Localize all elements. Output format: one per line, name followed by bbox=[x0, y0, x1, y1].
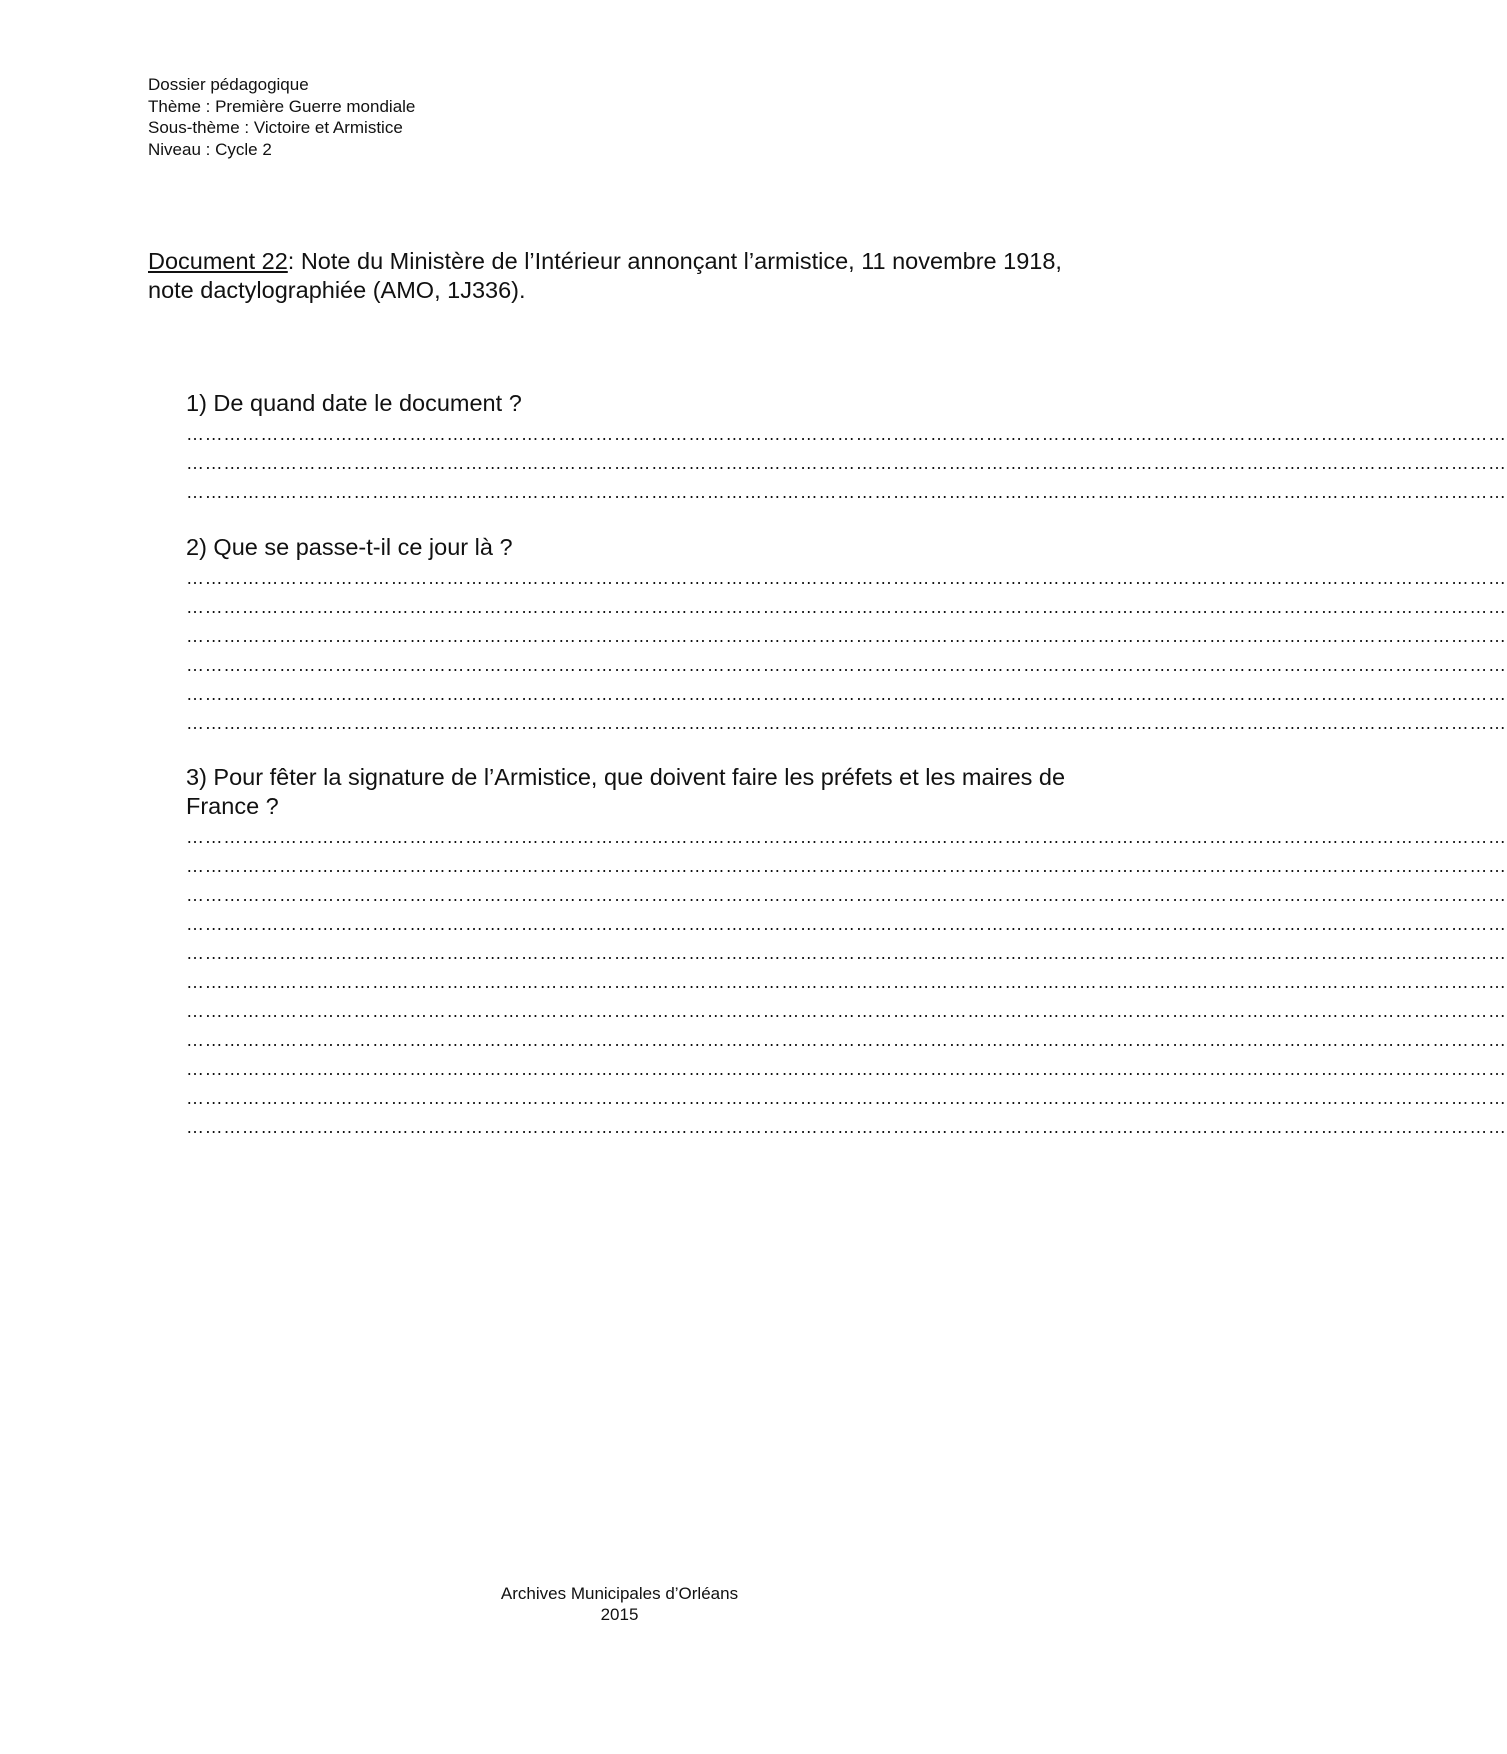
answer-line[interactable]: …………………………………………………………………………………………………………………………………………………………………………………………… bbox=[186, 827, 1507, 847]
answer-line[interactable]: …………………………………………………………………………………………………………………………………………………………………………………………… bbox=[186, 655, 1507, 675]
answer-area-3 bbox=[186, 823, 1507, 1142]
answer-area-2 bbox=[186, 564, 1507, 738]
answer-line[interactable]: …………………………………………………………………………………………………………………………………………………………………………………………… bbox=[186, 482, 1507, 502]
document-header bbox=[148, 74, 415, 160]
answer-line[interactable]: …………………………………………………………………………………………………………………………………………………………………………………………… bbox=[186, 684, 1507, 704]
answer-line[interactable]: …………………………………………………………………………………………………………………………………………………………………………………………… bbox=[186, 597, 1507, 617]
footer-institution: Archives Municipales d’Orléans bbox=[500, 1584, 739, 1603]
answer-line[interactable]: …………………………………………………………………………………………………………………………………………………………………………………………… bbox=[186, 914, 1507, 934]
header-dossier: Dossier pédagogique bbox=[148, 75, 309, 94]
document-footer bbox=[0, 1583, 1239, 1625]
header-theme: Thème : Première Guerre mondiale bbox=[148, 96, 416, 116]
answer-area-1 bbox=[186, 420, 1507, 507]
document-description: : Note du Ministère de l’Intérieur annonçant l’armistice, 11 novembre 1918, note dactylographiée (AMO, 1J336). bbox=[148, 248, 1062, 303]
answer-line[interactable]: …………………………………………………………………………………………………………………………………………………………………………………………… bbox=[186, 626, 1507, 646]
answer-line[interactable]: …………………………………………………………………………………………………………………………………………………………………………………………… bbox=[186, 856, 1507, 876]
document-title bbox=[148, 247, 1088, 305]
header-niveau: Niveau : Cycle 2 bbox=[148, 139, 272, 159]
answer-line[interactable]: …………………………………………………………………………………………………………………………………………………………………………………………… bbox=[186, 1030, 1507, 1050]
answer-line[interactable]: …………………………………………………………………………………………………………………………………………………………………………………………… bbox=[186, 1117, 1507, 1137]
answer-line[interactable]: …………………………………………………………………………………………………………………………………………………………………………………………… bbox=[186, 1001, 1507, 1021]
header-sous-theme: Sous-thème : Victoire et Armistice bbox=[148, 118, 403, 137]
answer-line[interactable]: …………………………………………………………………………………………………………………………………………………………………………………………… bbox=[186, 568, 1507, 588]
document-reference: Document 22 bbox=[148, 248, 288, 274]
question-1: 1) De quand date le document ? bbox=[186, 390, 522, 416]
answer-line[interactable]: …………………………………………………………………………………………………………………………………………………………………………………………… bbox=[186, 453, 1507, 473]
answer-line[interactable]: …………………………………………………………………………………………………………………………………………………………………………………………… bbox=[186, 885, 1507, 905]
answer-line[interactable]: …………………………………………………………………………………………………………………………………………………………………………………………… bbox=[186, 943, 1507, 963]
answer-line[interactable]: …………………………………………………………………………………………………………………………………………………………………………………………… bbox=[186, 1088, 1507, 1108]
footer-year: 2015 bbox=[600, 1605, 639, 1624]
answer-line[interactable]: …………………………………………………………………………………………………………………………………………………………………………………………… bbox=[186, 424, 1507, 444]
answer-line[interactable]: …………………………………………………………………………………………………………………………………………………………………………………………… bbox=[186, 972, 1507, 992]
answer-line[interactable]: …………………………………………………………………………………………………………………………………………………………………………………………… bbox=[186, 1059, 1507, 1079]
question-3: 3) Pour fêter la signature de l’Armistice, que doivent faire les préfets et les maires de France ? bbox=[186, 764, 1066, 819]
question-2: 2) Que se passe-t-il ce jour là ? bbox=[186, 534, 513, 560]
answer-line[interactable]: …………………………………………………………………………………………………………………………………………………………………………………………… bbox=[186, 713, 1507, 733]
